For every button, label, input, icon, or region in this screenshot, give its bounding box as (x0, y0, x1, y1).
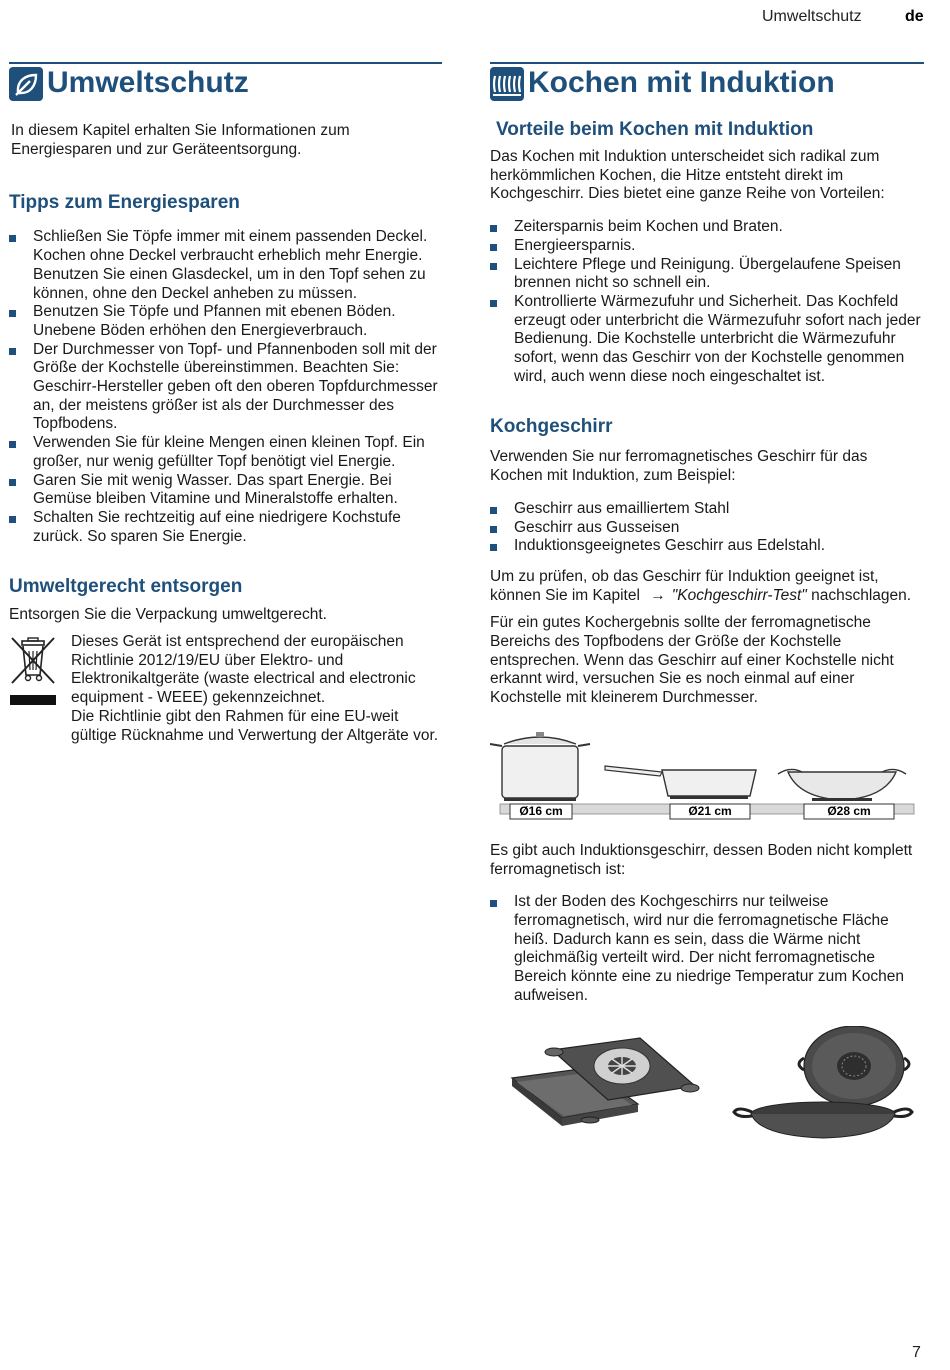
left-column (9, 62, 442, 745)
advantages-intro: Das Kochen mit Induktion unterscheidet sich radikal zum herkömmlichen Kochen, die Hitze entsteht direkt im Kochgeschirr. Dies bietet eine ganze Reihe von Vorteilen: (490, 148, 885, 203)
chapter-title: Kochen mit Induktion (528, 66, 835, 99)
cookware-test-link[interactable]: "Kochgeschirr-Test" (671, 586, 807, 604)
tips-list (9, 228, 442, 546)
size-label-28: Ø28 cm (827, 803, 871, 818)
induction-coil-icon (490, 67, 524, 101)
list-item: Induktionsgeeignetes Geschirr aus Edelstahl. (490, 537, 924, 556)
leaf-icon (9, 67, 43, 101)
partial-list (490, 893, 924, 1005)
check-text-post: nachschlagen. (811, 586, 912, 604)
intro-text: In diesem Kapitel erhalten Sie Informationen zum Energiesparen und zur Geräteentsorgung. (11, 122, 350, 158)
list-item: Kontrollierte Wärmezufuhr und Sicherheit. Das Kochfeld erzeugt oder unterbricht die Wärmezufuhr sofort nach jeder Bedienung. Die Kochstelle unterbricht die Wärmezufuhr sofort, wenn das Geschirr von der Kochstelle genommen wird, auch wenn diese noch eingeschaltet ist. (490, 293, 924, 387)
check-text-pre: Um zu prüfen, ob das Geschirr für Induktion geeignet ist, können Sie im Kapitel (490, 567, 879, 604)
weee-text: Dieses Gerät ist entsprechend der europäischen Richtlinie 2012/19/EU über Elektro- und Elektronikaltgeräte (waste electrical and electronic equipment - WEEE) gekennzeichnet. (71, 633, 416, 707)
size-label-21: Ø21 cm (688, 803, 732, 818)
list-item: Benutzen Sie Töpfe und Pfannen mit ebenen Böden. Unebene Böden erhöhen den Energieverbrauch. (9, 303, 442, 340)
list-item: Zeitersparnis beim Kochen und Braten. (490, 218, 924, 237)
check-text (490, 568, 924, 605)
section-heading-tips: Tipps zum Energiesparen (9, 192, 240, 214)
header-section-title: Umweltschutz (762, 8, 862, 25)
list-item: Schalten Sie rechtzeitig auf eine niedrigere Kochstufe zurück. So sparen Sie Energie. (9, 509, 442, 546)
right-column (490, 62, 924, 1146)
section-heading-disposal: Umweltgerecht entsorgen (9, 576, 243, 598)
cookware-sizes-illustration (490, 726, 924, 822)
list-item: Geschirr aus emailliertem Stahl (490, 500, 924, 519)
paella-pan-icon (778, 769, 906, 801)
list-item: Geschirr aus Gusseisen (490, 519, 924, 538)
cookware-list (490, 500, 924, 556)
weee-block (9, 633, 442, 745)
chapter-header-induction (490, 62, 924, 112)
chapter-header-environment (9, 62, 442, 112)
crossed-bin-icon (9, 633, 57, 745)
list-item: Ist der Boden des Kochgeschirrs nur teilweise ferromagnetisch, wird nur die ferromagnetische Fläche heiß. Dadurch kann es sein, dass die Wärme nicht gleichmäßig verteilt wird. Der nicht ferromagnetische Bereich könnte eine zu niedrige Temperatur zum Kochen aufweisen. (490, 893, 924, 1005)
section-heading-cookware: Kochgeschirr (490, 416, 613, 438)
cookware-intro: Verwenden Sie nur ferromagnetisches Geschirr für das Kochen mit Induktion, zum Beispiel: (490, 448, 868, 485)
result-text: Für ein gutes Kochergebnis sollte der ferromagnetische Bereichs des Topfbodens der Größe der Kochstelle entsprechen. Wenn das Geschirr auf einer Kochstelle nicht erkannt wird, versuchen Sie es noch einmal auf einer Kochstelle mit kleinerem Durchmesser. (490, 614, 894, 707)
paella-pan-top-view-icon (799, 1026, 909, 1106)
list-item: Garen Sie mit wenig Wasser. Das spart Energie. Bei Gemüse bleiben Vitamine und Mineralstoffe erhalten. (9, 472, 442, 509)
weee-text-2: Die Richtlinie gibt den Rahmen für eine EU-weit gültige Rücknahme und Verwertung der Altgeräte vor. (71, 707, 439, 744)
frying-pan-icon (605, 766, 756, 799)
chapter-title: Umweltschutz (47, 66, 249, 99)
header-language: de (905, 8, 924, 25)
partial-intro: Es gibt auch Induktionsgeschirr, dessen Boden nicht komplett ferromagnetisch ist: (490, 841, 913, 878)
size-label-16: Ø16 cm (519, 803, 563, 818)
section-heading-advantages: Vorteile beim Kochen mit Induktion (496, 119, 814, 140)
paella-pan-side-view-icon (734, 1102, 912, 1138)
partial-ferromagnetic-cookware-illustration (490, 1026, 924, 1146)
pot-icon (490, 732, 590, 801)
advantages-list (490, 218, 924, 386)
list-item: Leichtere Pflege und Reinigung. Übergelaufene Speisen brennen nicht so schnell ein. (490, 256, 924, 293)
list-item: Verwenden Sie für kleine Mengen einen kleinen Topf. Ein großer, nur wenig gefüllter Topf benötigt viel Energie. (9, 434, 442, 471)
list-item: Der Durchmesser von Topf- und Pfannenboden soll mit der Größe der Kochstelle übereinstimmen. Beachten Sie: Geschirr-Hersteller geben oft den oberen Topfdurchmesser an, der meistens größer ist als der Durchmesser des Topfbodens. (9, 341, 442, 435)
list-item: Schließen Sie Töpfe immer mit einem passenden Deckel. Kochen ohne Deckel verbraucht erheblich mehr Energie. Benutzen Sie einen Glasdeckel, um in den Topf sehen zu können, ohne den Deckel anheben zu müssen. (9, 228, 442, 303)
page-number: 7 (912, 1344, 921, 1361)
disposal-text: Entsorgen Sie die Verpackung umweltgerecht. (9, 606, 327, 624)
list-item: Energieersparnis. (490, 237, 924, 256)
arrow-right-icon: → (650, 586, 666, 604)
